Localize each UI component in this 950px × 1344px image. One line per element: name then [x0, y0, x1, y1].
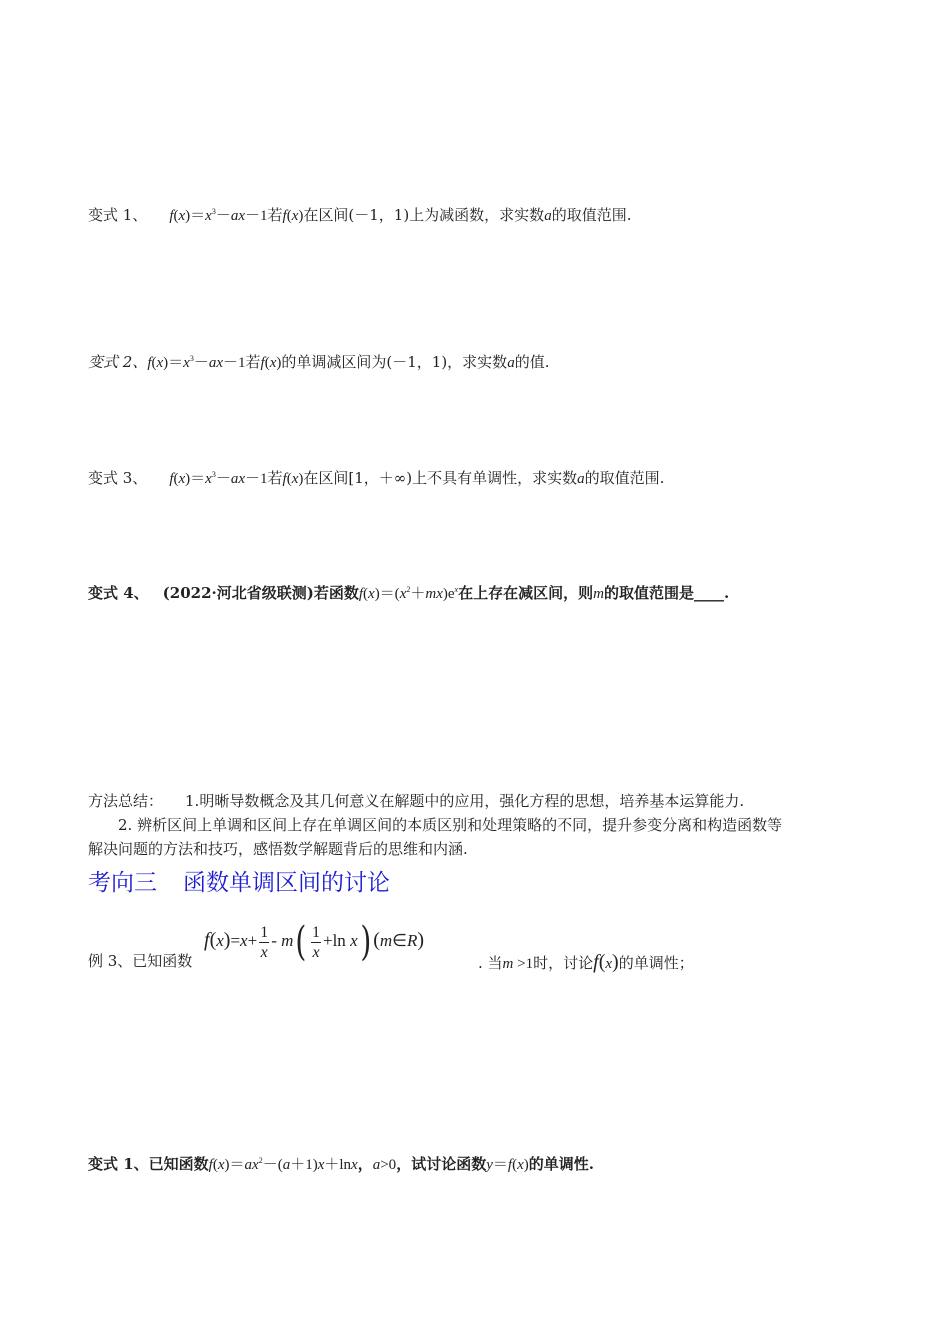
variant-3-var-a: a: [577, 471, 585, 487]
summary-line-3: [88, 839, 468, 859]
variant-1: 变式 1、 $f(x)=x^3-ax-1$若f(x)在区间(－1，1)上为减函数，求实数a的取值范围.: [88, 206, 632, 224]
variant-1-label: 变式 1、: [88, 206, 148, 224]
example-3-text-4: 的单调性；: [618, 954, 694, 972]
variant-final-formula: $f(x)=ax^2-(a+1)x+\ln x$: [208, 1156, 358, 1173]
summary-line-2: [118, 815, 782, 835]
variant-1-formula: $f(x)=x^3-ax-1$: [169, 207, 268, 224]
variant-4-source: (2022·河北省级联测)若函数: [162, 584, 359, 602]
variant-4-text-2: 在上存在减区间，则: [458, 584, 594, 602]
variant-2-text-2: 的单调减区间为(－1，1)，求实数: [281, 353, 508, 371]
summary-point-2b: 解决问题的方法和技巧，感悟数学解题背后的思维和内涵.: [88, 840, 468, 858]
variant-2-var-a: a: [507, 355, 515, 371]
variant-final-text-4: 的单调性.: [528, 1155, 594, 1173]
variant-4-label: 变式 4、: [88, 584, 149, 602]
variant-2-formula: $f(x)=x^3-ax-1$: [147, 354, 246, 371]
summary-point-2a: 2. 辨析区间上单调和区间上存在单调区间的本质区别和处理策略的不同，提升参变分离和构造函数等: [118, 816, 783, 834]
variant-final: 变式 1、已知函数$f(x)=ax^2-(a+1)x+\ln x$，a>0，试讨论函数y＝f(x)的单调性.: [88, 1155, 594, 1173]
section-title: 函数单调区间的讨论: [183, 870, 390, 896]
variant-1-var-a: a: [544, 208, 552, 224]
variant-3-formula: $f(x)=x^3-ax-1$: [169, 470, 268, 487]
section-number: 考向三: [88, 870, 157, 896]
variant-2: 变式 2、$f(x)=x^3-ax-1$若f(x)的单调减区间为(－1，1)，求实数a的值.: [88, 353, 550, 371]
variant-3-text-3: 的取值范围.: [584, 469, 665, 487]
variant-1-text-3: 的取值范围.: [551, 206, 632, 224]
example-3-formula: f(x)=x+ $\frac{1}{x}$ - m( $\frac{1}{x}$ +ln x) (m∈R): [204, 919, 425, 965]
variant-final-text-3: ，试讨论函数: [396, 1155, 487, 1173]
variant-1-text-1: 若: [267, 206, 283, 224]
example-3-label: 例 3、已知函数: [88, 952, 193, 970]
summary-line-1: [88, 791, 744, 811]
section-heading: [88, 868, 390, 898]
variant-4-formula: $f(x)=(x^2+mx)e^x$: [358, 585, 459, 602]
variant-1-text-2: 在区间(－1，1)上为减函数，求实数: [303, 206, 545, 224]
summary-point-1: 1.明晰导数概念及其几何意义在解题中的应用，强化方程的思想，培养基本运算能力.: [185, 792, 745, 810]
example-3-text-3: 时，讨论: [533, 954, 594, 972]
variant-3: 变式 3、 $f(x)=x^3-ax-1$若f(x)在区间[1，＋∞)上不具有单调性，求实数a的取值范围.: [88, 469, 665, 487]
variant-2-text-3: 的值.: [514, 353, 550, 371]
variant-4: [88, 583, 729, 604]
variant-4-text-3: 的取值范围是____.: [603, 584, 730, 602]
example-3-text-2: . 当: [478, 954, 503, 972]
summary-label: 方法总结：: [88, 792, 164, 810]
variant-2-text-1: 若: [245, 353, 261, 371]
variant-3-text-1: 若: [267, 469, 283, 487]
variant-3-text-2: 在区间[1，＋∞)上不具有单调性，求实数: [303, 469, 578, 487]
example-3-tail: . 当m >1时，讨论f(x)的单调性；: [478, 951, 694, 973]
variant-final-label: 变式 1、已知函数: [88, 1155, 209, 1173]
variant-final-text-2: ，: [357, 1155, 373, 1173]
variant-3-label: 变式 3、: [88, 469, 148, 487]
variant-4-var-m: m: [593, 586, 604, 602]
example-3-label-line: [88, 951, 192, 971]
variant-2-label: 变式 2、: [88, 353, 148, 371]
